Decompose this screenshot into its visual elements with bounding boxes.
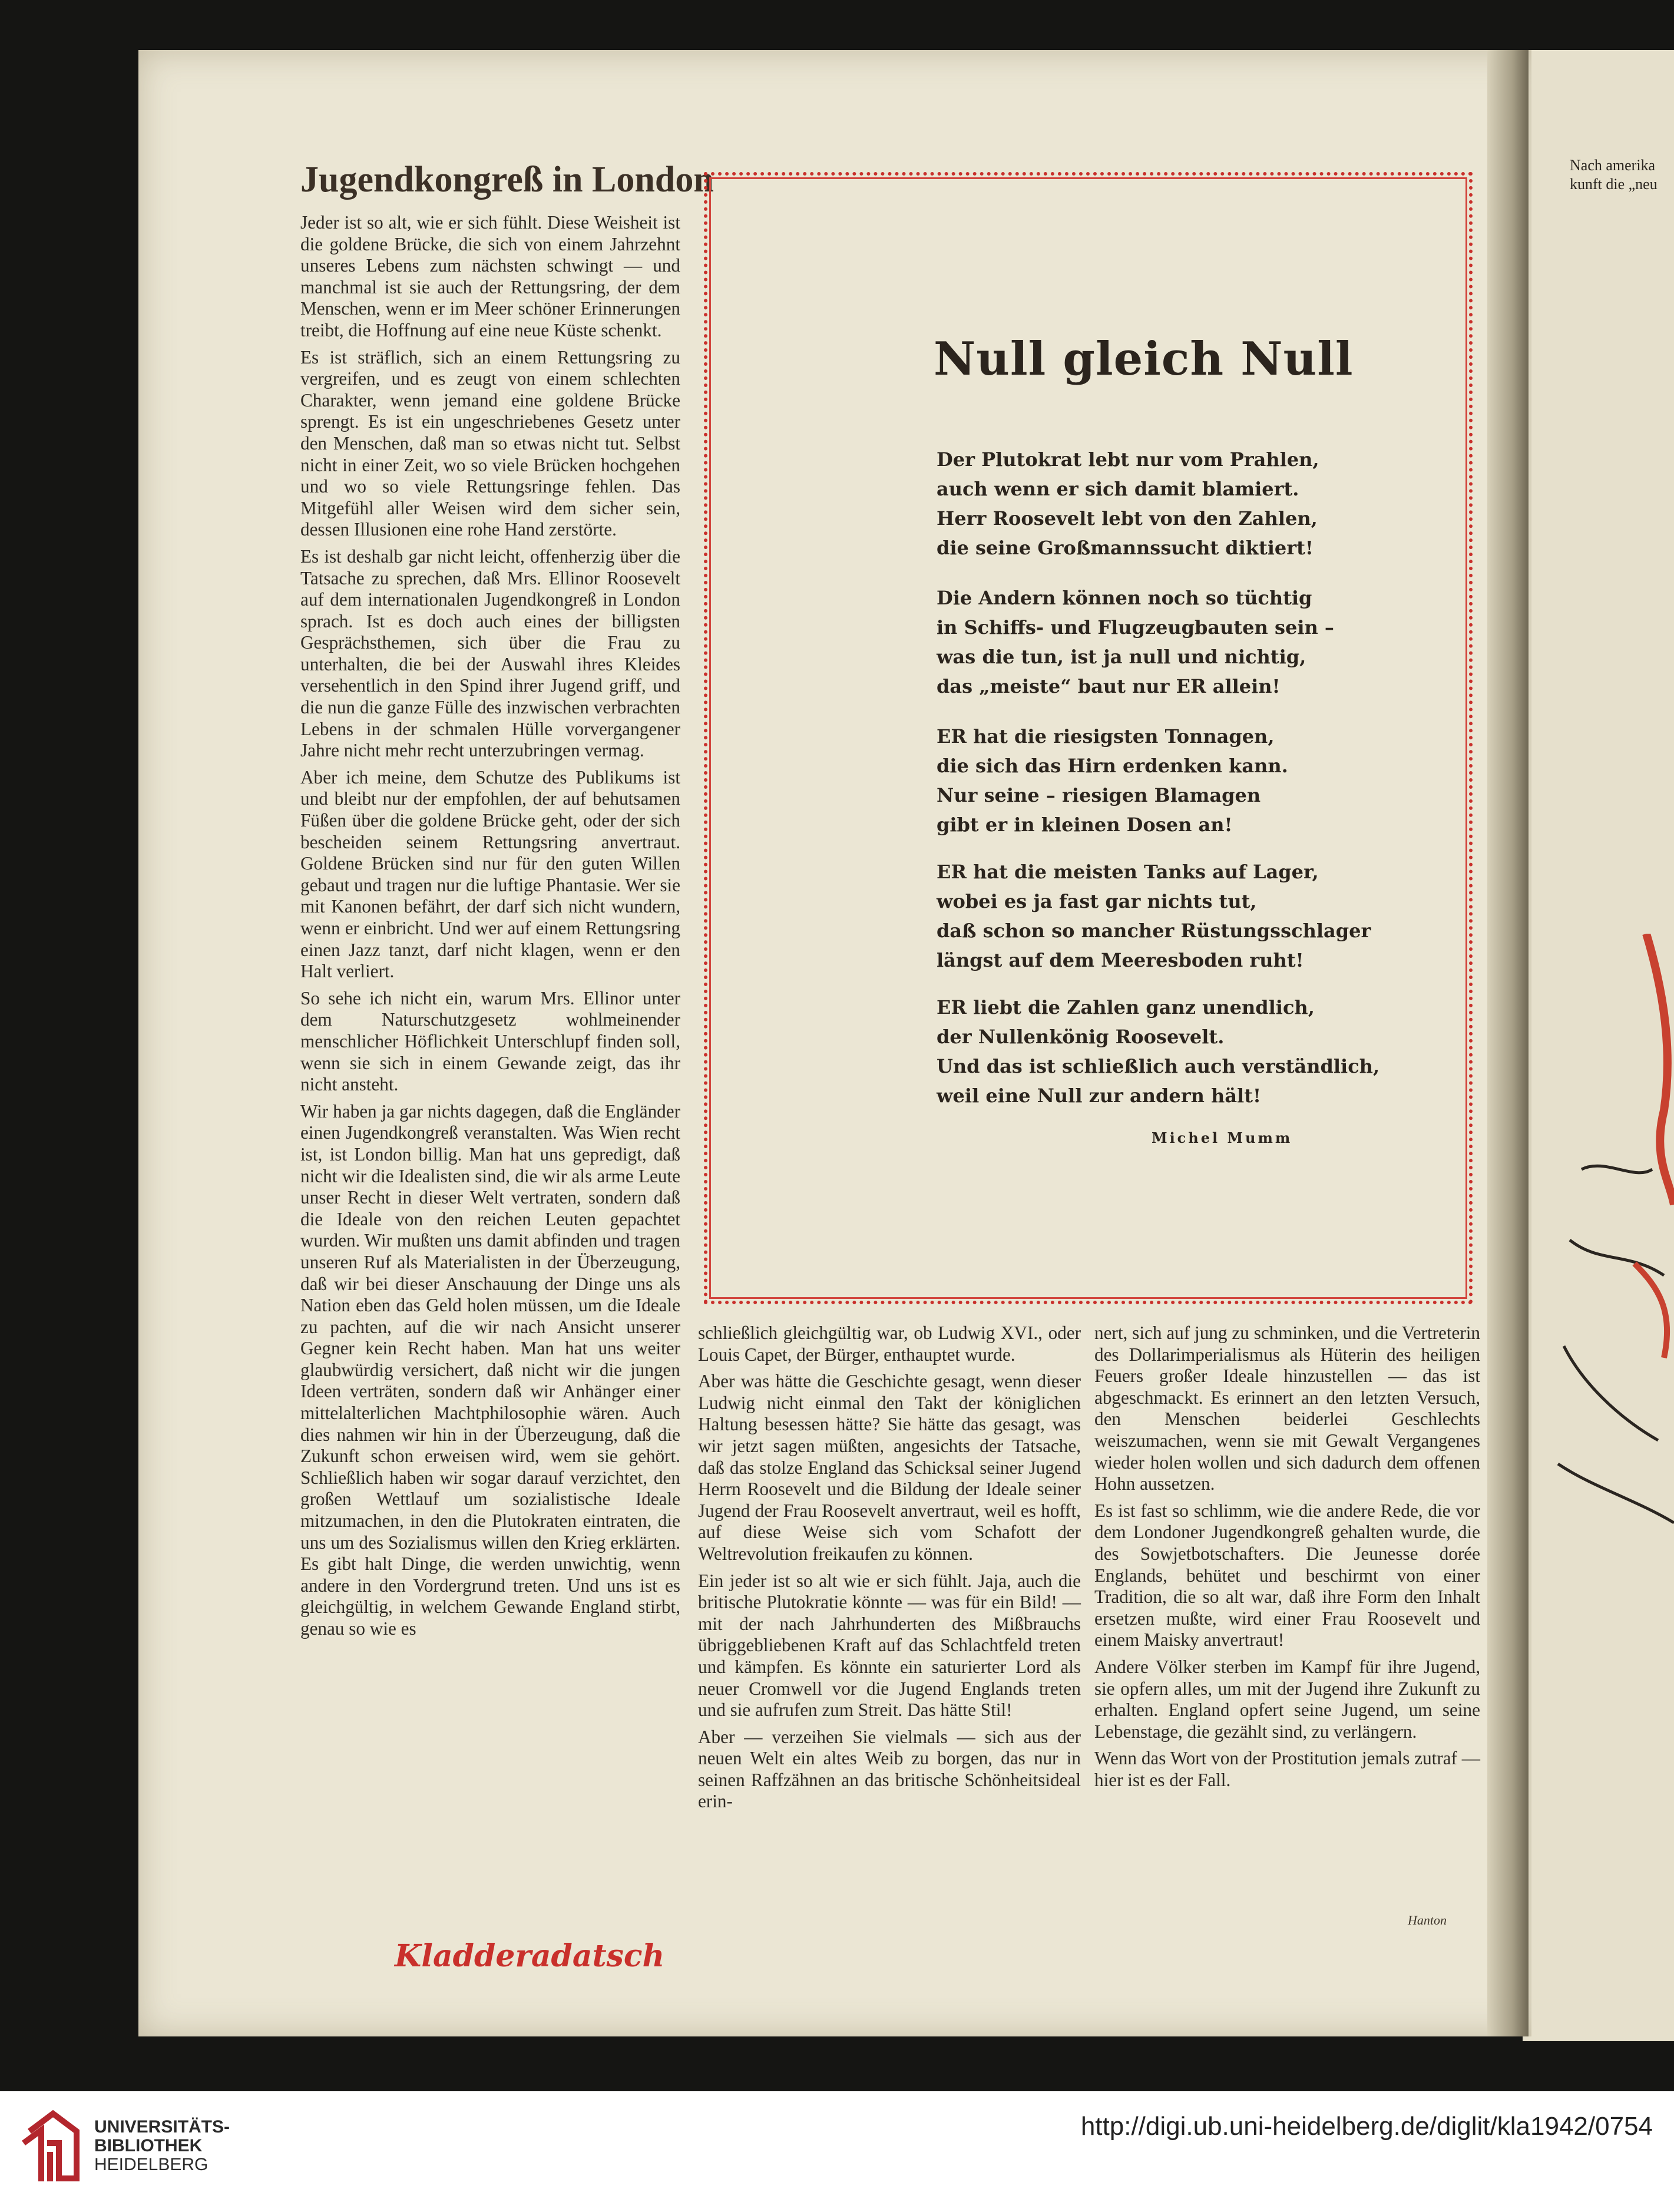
article-title: Jugendkongreß in London (300, 160, 714, 200)
poem-author: Michel Mumm (1152, 1129, 1293, 1146)
permalink-url[interactable]: http://digi.ub.uni-heidelberg.de/diglit/kla1942/0754 (1080, 2112, 1653, 2141)
poem-stanza (937, 857, 1408, 975)
library-logo-text[interactable] (94, 2118, 230, 2174)
masthead-logo: Kladderadatsch (395, 1938, 665, 1974)
paragraph: Es ist fast so schlimm, wie die andere Rede, die vor dem Londoner Jugendkongreß gehalten wurde, die des Sowjetbotschafters. Die Jeunesse dorée Englands, behütet und beschirmt von einer Tradition, die so alt war, daß ihre Form den Inhalt ersetzen mußte, wird einer Frau Roosevelt und einem Maisky anvertraut! (1094, 1500, 1480, 1651)
poem-line: das „meiste“ baut nur ER allein! (937, 675, 1281, 697)
paragraph: Andere Völker sterben im Kampf für ihre Jugend, sie opfern alles, um mit der Jugend ihre Zukunft zu erhalten. England opfert seine Jugend, um seine Lebenstage, die gezählt sind, zu verlängern. (1094, 1656, 1480, 1742)
poem-stanza (937, 583, 1408, 701)
paragraph: schließlich gleichgültig war, ob Ludwig XVI., oder Louis Capet, der Bürger, enthauptet wurde. (698, 1322, 1081, 1365)
poem-line: die seine Großmannssucht diktiert! (937, 537, 1314, 559)
library-name-line: UNIVERSITÄTS- (94, 2117, 230, 2137)
paragraph: Es ist deshalb gar nicht leicht, offenherzig über die Tatsache zu sprechen, daß Mrs. Ellinor Roosevelt auf dem internationalen Jugendkongreß in London sprach. Ist es doch auch eines der billigsten Gesprächsthemen, sich über die Frau zu unterhalten, die bei der Auswahl ihres Kleides versehentlich in den Spind ihrer Jugend griff, und die nun die ganze Fülle des inzwischen verbrachten Lebens in der schmalen Hülle vorvergangener Jahre nicht mehr recht unterzubringen vermag. (300, 545, 680, 761)
paragraph: Ein jeder ist so alt wie er sich fühlt. Jaja, auch die britische Plutokratie könnte — was für ein Bild! — mit der nach Jahrhunderten des Mißbrauchs übriggebliebenen Kraft auf das Schlachtfeld treten und kämpfen. Es könnte ein saturierter Lord als neuer Cromwell vor die Jugend Englands treten und sie aufrufen zum Streit. Das hätte Stil! (698, 1570, 1081, 1721)
viewer-footer (0, 2091, 1674, 2212)
article-signature: Hanton (1408, 1913, 1447, 1927)
paragraph: Es ist sträflich, sich an einem Rettungsring zu vergreifen, und es zeugt von einem schlechten Charakter, wenn jemand eine goldene Brücke sprengt. Es ist ein ungeschriebenes Gesetz unter den Menschen, daß man so etwas nicht tut. Selbst nicht in einer Zeit, wo so viele Brücken hochgehen und wo so viele Rettungsringe fehlen. Das Mitgefühl aller Weisen wird dem sicher sein, dessen Illusionen eine rohe Hand zerstörte. (300, 346, 680, 540)
poem-line: in Schiffs- und Flugzeugbauten sein – (937, 616, 1334, 639)
poem-line: weil eine Null zur andern hält! (937, 1084, 1262, 1107)
poem-line: was die tun, ist ja null und nichtig, (937, 646, 1306, 668)
paragraph: Aber ich meine, dem Schutze des Publikums ist und bleibt nur der empfohlen, der auf behutsamen Füßen über die goldene Brücke geht, oder der sich bescheiden seinem Rettungsring anvertraut. Goldene Brücken sind nur für den guten Willen gebaut und tragen nur die luftige Phantasie. Wer sie mit Kanonen befährt, der darf sich nicht wundern, wenn er einbricht. Und wer auf einem Rettungsring einen Jazz tanzt, darf nicht klagen, wenn er den Halt verliert. (300, 766, 680, 982)
poem-line: Herr Roosevelt lebt von den Zahlen, (937, 507, 1318, 530)
poem-line: wobei es ja fast gar nichts tut, (937, 890, 1257, 912)
adjacent-illustration (1546, 934, 1674, 1582)
poem-stanza (937, 993, 1408, 1110)
paragraph: Aber — verzeihen Sie vielmals — sich aus der neuen Welt ein altes Weib zu borgen, das nur in seinen Raffzähnen an das britische Schönheitsideal erin- (698, 1726, 1081, 1812)
paragraph: Wir haben ja gar nichts dagegen, daß die Engländer einen Jugendkongreß veranstalten. Was Wien recht ist, ist London billig. Man hat uns gepredigt, daß nicht wir die Idealisten sind, die wir als arme Leute unser Recht in dieser Welt vertraten, sondern daß die Ideale von den reichen Leuten gepachtet wurden. Wir mußten uns damit abfinden und tragen unseren Ruf als Materialisten in der Überzeugung, daß wir bei dieser Anschauung der Dinge uns als Nation eben das Geld holen müssen, um die Ideale zu pachten, auf die wir nach Ansicht unserer Gegner kein Recht haben. Man hat uns weiter glaubwürdig versichert, daß nicht wir die jungen Ideen verträten, sondern daß wir Anhänger einer mittelalterlichen Machtphilosophie wären. Auch dies nahmen wir hin in der Überzeugung, daß die Zukunft schon erweisen wird, wem sie gehört. Schließlich haben wir sogar darauf verzichtet, den großen Wettlauf um sozialistische Ideale mitzumachen, in den die Plutokraten eintraten, die uns um des Sozialismus willen den Krieg erklärten. Es gibt halt Dinge, die werden unwichtig, wenn andere in den Vordergrund treten. Und uns ist es gleichgültig, in welchem Gewande England stirbt, genau so wie es (300, 1100, 680, 1639)
poem-line: der Nullenkönig Roosevelt. (937, 1026, 1225, 1048)
paragraph: Wenn das Wort von der Prostitution jemals zutraf — hier ist es der Fall. (1094, 1748, 1480, 1790)
poem-line: daß schon so mancher Rüstungsschlager (937, 920, 1371, 942)
paragraph: nert, sich auf jung zu schminken, und die Vertreterin des Dollarimperialismus als Hüterin des heiligen Feuers großer Ideale hinzustellen — das ist abgeschmackt. Es erinnert an den letzten Versuch, den Menschen beiderlei Geschlechts weiszumachen, wenn sie mit Gewalt Vergangenes wieder holen wollen und sich dadurch dem offenen Hohn aussetzen. (1094, 1322, 1480, 1494)
poem-line: Und das ist schließlich auch verständlich, (937, 1055, 1380, 1077)
poem-line: ER hat die riesigsten Tonnagen, (937, 725, 1275, 748)
poem-stanza (937, 722, 1408, 839)
poem-line: Nur seine – riesigen Blamagen (937, 784, 1261, 806)
poem-line: längst auf dem Meeresboden ruht! (937, 949, 1304, 971)
adjacent-page-text: Nach amerika kunft die „neu (1570, 157, 1658, 193)
poem-line: die sich das Hirn erdenken kann. (937, 755, 1288, 777)
poem-stanza (937, 445, 1408, 563)
poem-line: ER liebt die Zahlen ganz unendlich, (937, 996, 1315, 1019)
page-spine (1487, 50, 1529, 2036)
paragraph: Jeder ist so alt, wie er sich fühlt. Diese Weisheit ist die goldene Brücke, die sich von einem Jahrzehnt unseres Lebens zum nächsten schwingt — und manchmal ist sie auch der Rettungsring, der dem Menschen, wenn er im Meer schöner Erinnerungen treibt, die Hoffnung auf eine neue Küste schenkt. (300, 212, 680, 340)
article-column-2 (698, 1322, 1081, 1818)
poem-line: gibt er in kleinen Dosen an! (937, 814, 1233, 836)
library-logo-icon[interactable] (18, 2108, 82, 2184)
poem-line: Der Plutokrat lebt nur vom Prahlen, (937, 448, 1319, 471)
poem-line: auch wenn er sich damit blamiert. (937, 478, 1299, 500)
poem-line: Die Andern können noch so tüchtig (937, 587, 1312, 609)
library-name-line: BIBLIOTHEK (94, 2136, 203, 2155)
library-name-line: HEIDELBERG (94, 2155, 209, 2174)
adjacent-page (1523, 50, 1674, 2041)
paragraph: So sehe ich nicht ein, warum Mrs. Ellinor unter dem Naturschutzgesetz wohlmeinender menschlicher Höflichkeit Unterschlupf finden soll, wenn sie sich in einem Gewande zeigt, das ihr nicht ansteht. (300, 987, 680, 1095)
article-column-3 (1094, 1322, 1480, 1796)
poem-line: ER hat die meisten Tanks auf Lager, (937, 861, 1319, 883)
paragraph: Aber was hätte die Geschichte gesagt, wenn dieser Ludwig nicht einmal den Takt der königlichen Haltung besessen hätte? Sie hätte das gesagt, was wir jetzt sagen müßten, angesichts der Tatsache, daß das stolze England das Schicksal seiner Jugend Herrn Roosevelt und die Bildung der Ideale seiner Jugend der Frau Roosevelt anvertraut, weil es hofft, auf diese Weise sich vom Schafott der Weltrevolution freikaufen zu können. (698, 1371, 1081, 1564)
poem-title: Null gleich Null (934, 332, 1354, 386)
article-column-1 (300, 212, 680, 1645)
